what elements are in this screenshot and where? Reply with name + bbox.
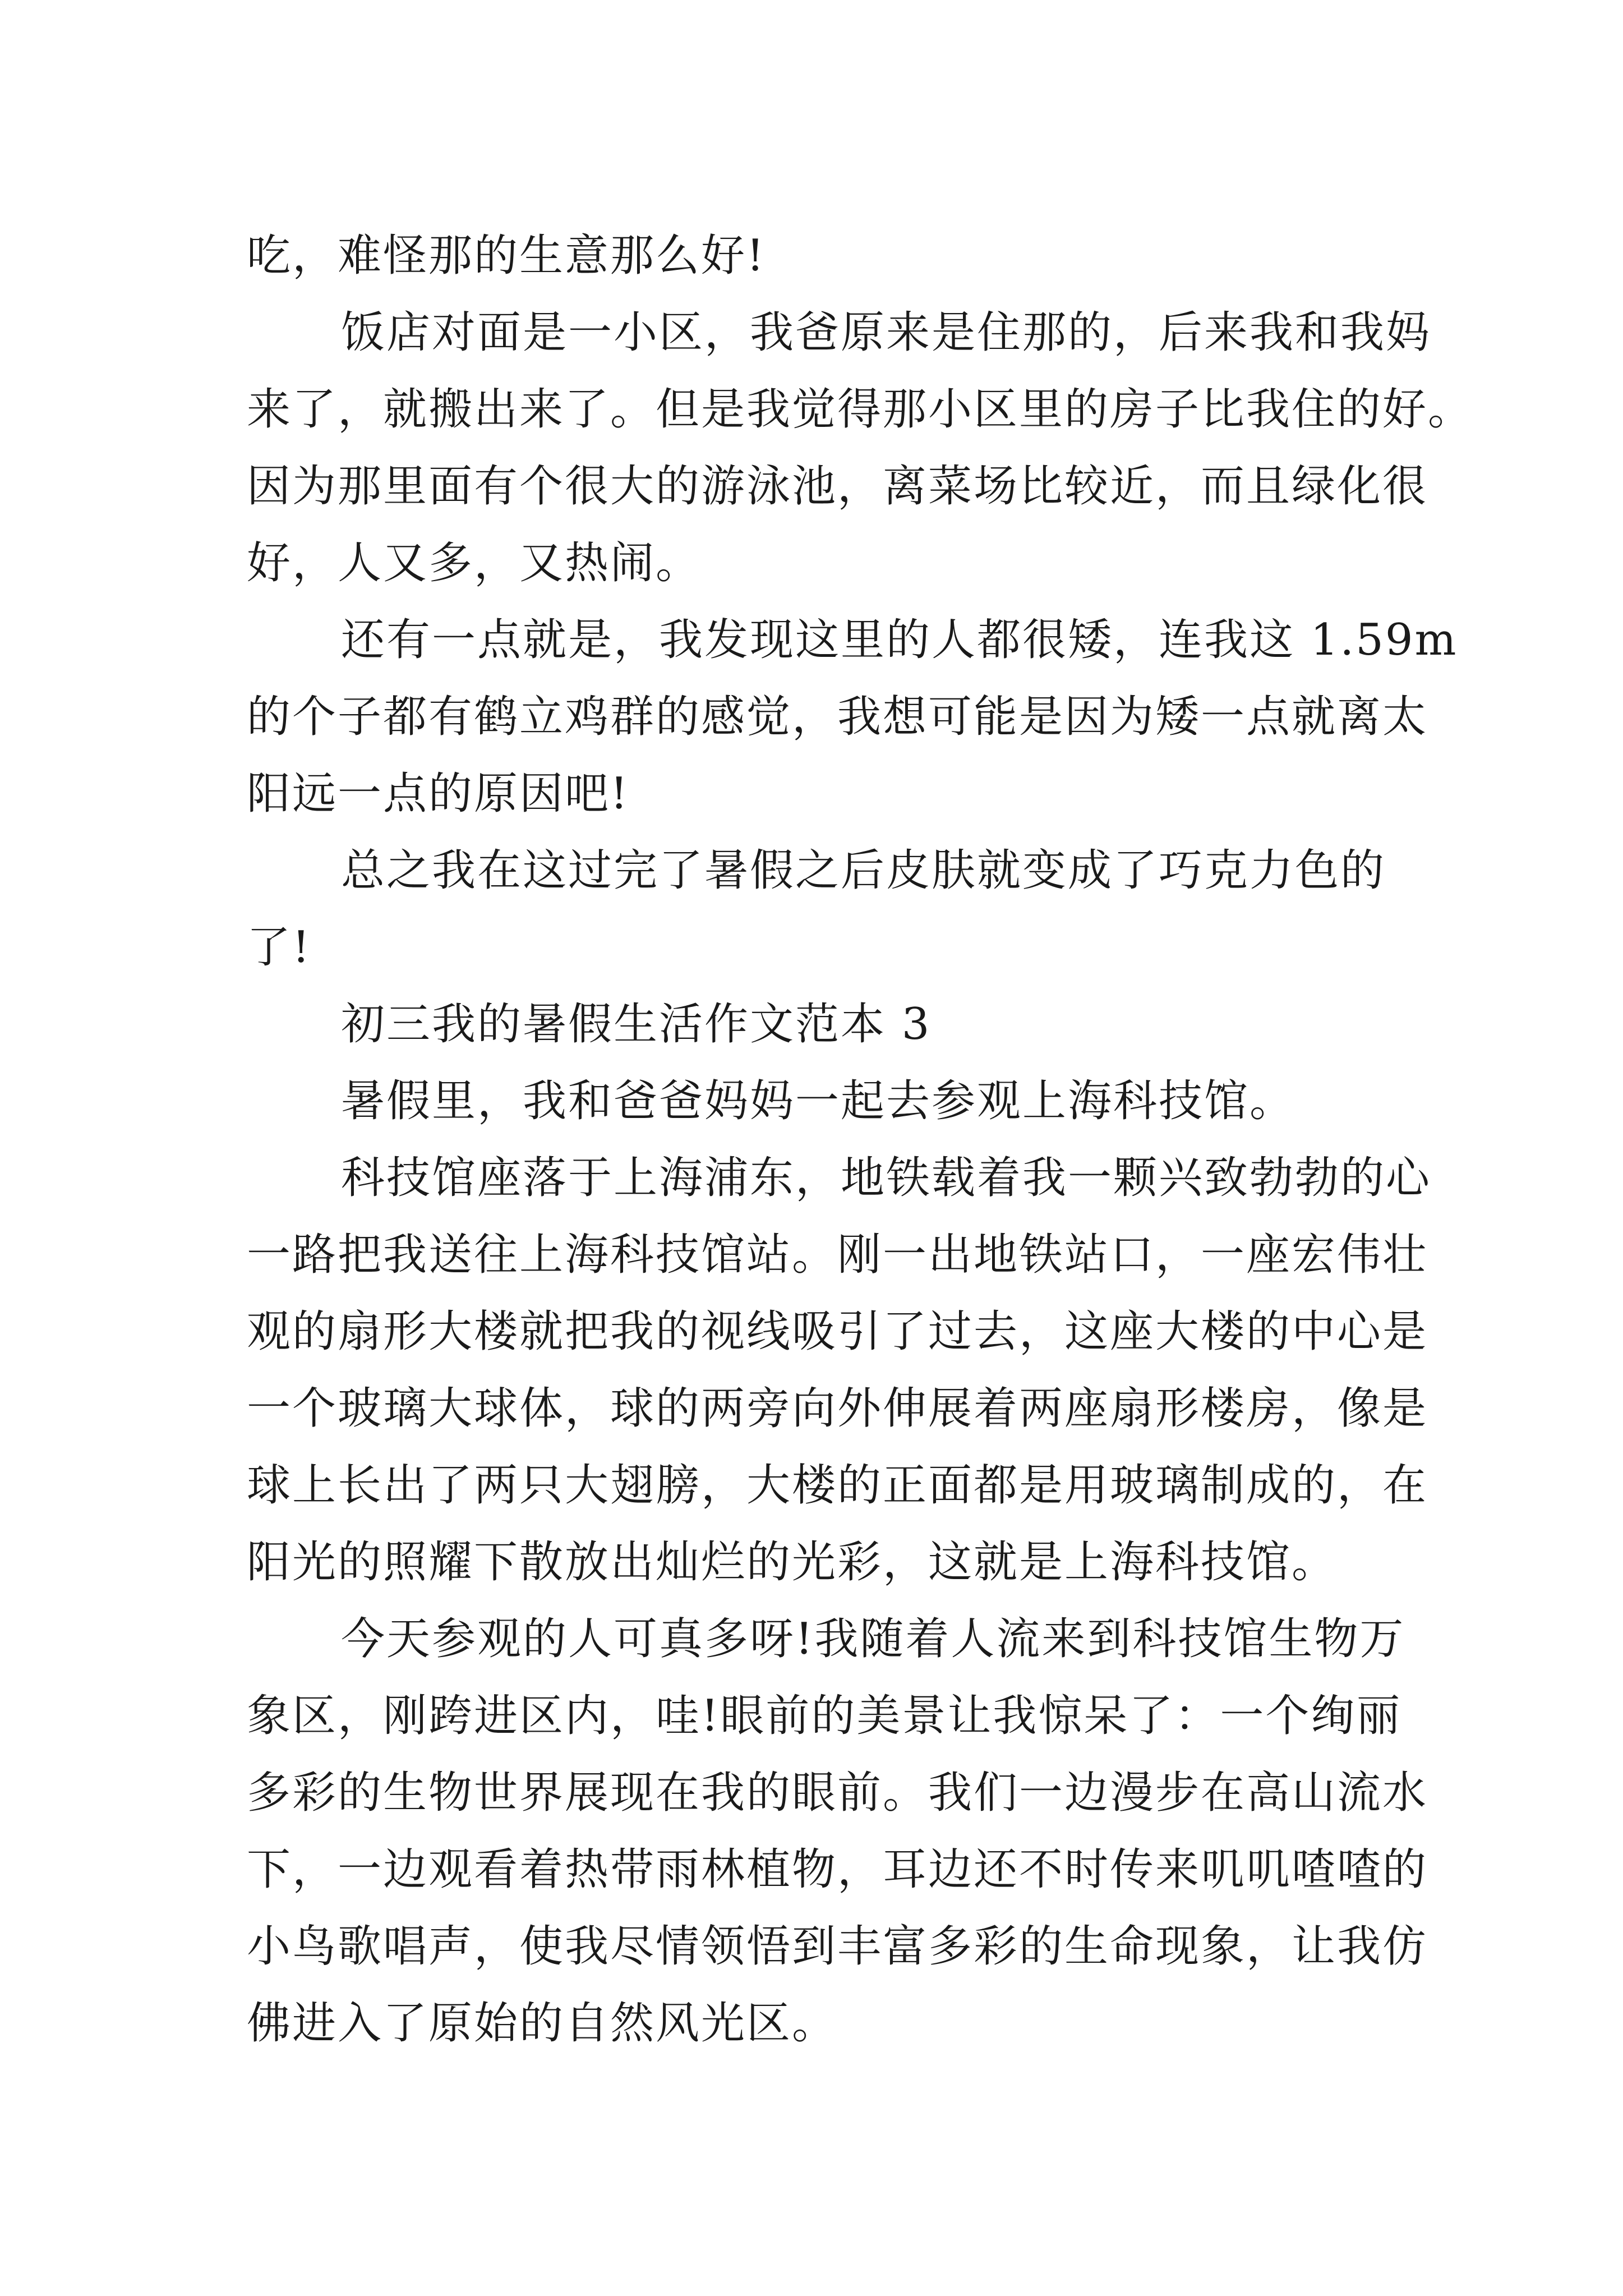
text-line: 因为那里面有个很大的游泳池，离菜场比较近，而且绿化很 <box>247 461 1428 512</box>
text-line: 阳光的照耀下散放出灿烂的光彩，这就是上海科技馆。 <box>247 1537 1338 1588</box>
text-line: 象区，刚跨进区内，哇!眼前的美景让我惊呆了：一个绚丽 <box>247 1691 1402 1741</box>
text-line: 饭店对面是一小区，我爸原来是住那的，后来我和我妈 <box>341 307 1432 358</box>
text-line: 了! <box>247 922 312 973</box>
text-line: 好，人又多，又热闹。 <box>247 538 702 588</box>
text-line: 阳远一点的原因吧! <box>247 769 630 819</box>
text-line: 小鸟歌唱声，使我尽情领悟到丰富多彩的生命现象，让我仿 <box>247 1921 1428 1972</box>
text-line: 多彩的生物世界展现在我的眼前。我们一边漫步在高山流水 <box>247 1768 1428 1818</box>
text-line: 一路把我送往上海科技馆站。刚一出地铁站口，一座宏伟壮 <box>247 1230 1428 1280</box>
text-line: 的个子都有鹤立鸡群的感觉，我想可能是因为矮一点就离太 <box>247 692 1428 742</box>
text-line: 一个玻璃大球体，球的两旁向外伸展着两座扇形楼房，像是 <box>247 1383 1428 1434</box>
text-line: 总之我在这过完了暑假之后皮肤就变成了巧克力色的 <box>341 845 1386 896</box>
text-line: 佛进入了原始的自然风光区。 <box>247 1998 838 2049</box>
text-line: 球上长出了两只大翅膀，大楼的正面都是用玻璃制成的，在 <box>247 1460 1428 1511</box>
text-line: 暑假里，我和爸爸妈妈一起去参观上海科技馆。 <box>341 1076 1295 1126</box>
text-line: 观的扇形大楼就把我的视线吸引了过去，这座大楼的中心是 <box>247 1306 1428 1357</box>
text-line: 下，一边观看着热带雨林植物，耳边还不时传来叽叽喳喳的 <box>247 1844 1428 1895</box>
text-line: 科技馆座落于上海浦东，地铁载着我一颗兴致勃勃的心 <box>341 1153 1432 1203</box>
section-heading: 初三我的暑假生活作文范本 3 <box>341 999 932 1050</box>
text-line: 来了，就搬出来了。但是我觉得那小区里的房子比我住的好。 <box>247 384 1474 435</box>
text-line: 吃，难怪那的生意那么好! <box>247 231 766 281</box>
text-line: 今天参观的人可真多呀!我随着人流来到科技馆生物万 <box>341 1614 1405 1664</box>
text-line: 还有一点就是，我发现这里的人都很矮，连我这 1.59m <box>341 615 1458 665</box>
